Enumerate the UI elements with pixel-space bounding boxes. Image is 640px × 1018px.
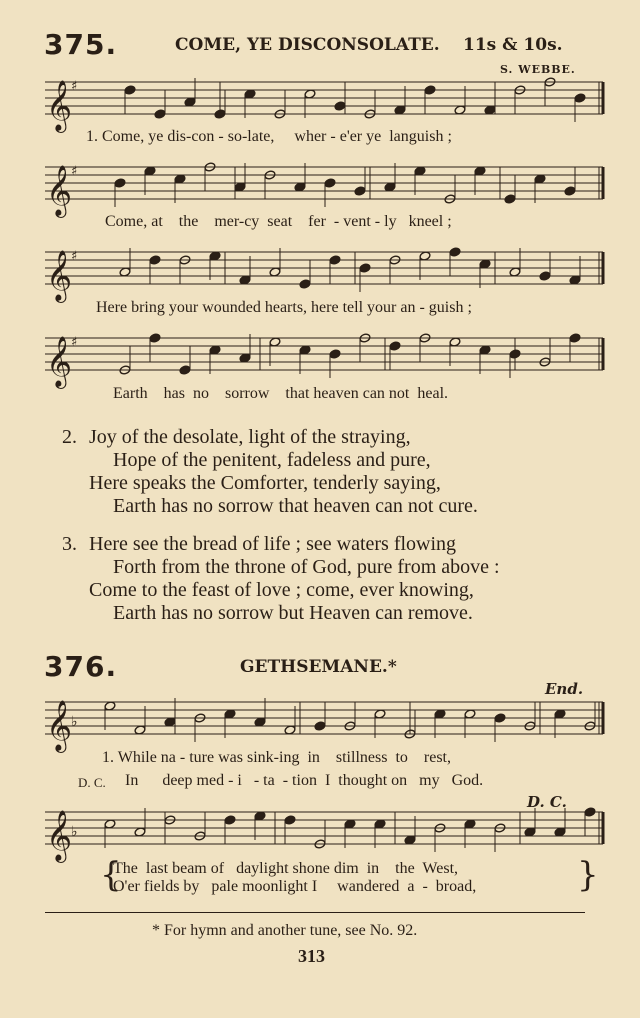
verse-3-line-1: Here see the bread of life ; see waters flowing	[89, 533, 457, 555]
treble-clef-icon: 𝄞	[46, 80, 73, 131]
verse-2-number: 2.	[62, 426, 77, 448]
brace-right: }	[577, 855, 599, 895]
note-head	[569, 333, 581, 343]
flat-icon: ♭	[71, 714, 78, 730]
hymn-375-composer: S. WEBBE.	[500, 63, 576, 76]
hymn-375-lyric-2: Come, at the mer-cy seat fer - vent - ly kneel ;	[105, 213, 452, 230]
hymn-375-number: 375.	[44, 28, 118, 61]
note-head	[299, 279, 311, 289]
note-head	[154, 109, 166, 119]
treble-clef-icon: 𝄞	[46, 810, 73, 861]
note-head	[324, 178, 336, 188]
note-head	[124, 85, 136, 95]
note-head	[224, 815, 236, 825]
note-head	[329, 255, 341, 265]
note-head	[214, 109, 226, 119]
note-head	[539, 271, 551, 281]
verse-2-line-3: Here speaks the Comforter, tenderly saying,	[89, 472, 441, 494]
note-head	[449, 247, 461, 257]
note-head	[179, 365, 191, 375]
hymn-376-lyric-1: 1. While na - ture was sink-ing in stillness to rest,	[102, 749, 451, 766]
note-head	[149, 255, 161, 265]
hymn-375-lyric-1: 1. Come, ye dis-con - so-late, wher - e'er ye languish ;	[86, 128, 452, 145]
sharp-icon: ♯	[71, 79, 78, 94]
note-head	[329, 349, 341, 359]
hymn-375-lyric-4: Earth has no sorrow that heaven can not heal.	[113, 385, 449, 402]
note-head	[314, 721, 326, 731]
verse-3-line-3: Come to the feast of love ; come, ever knowing,	[89, 579, 474, 601]
verse-3-line-4: Earth has no sorrow but Heaven can remove.	[113, 602, 473, 624]
sharp-icon: ♯	[71, 164, 78, 179]
hymn-375-meter: 11s & 10s.	[463, 35, 563, 55]
verse-2-line-1: Joy of the desolate, light of the straying,	[89, 426, 411, 448]
hymn-375-lyric-3: Here bring your wounded hearts, here tell your an - guish ;	[96, 299, 472, 316]
note-head	[114, 178, 126, 188]
note-head	[509, 349, 521, 359]
brace-left: {	[100, 855, 122, 895]
note-head	[354, 186, 366, 196]
treble-clef-icon: 𝄞	[46, 336, 73, 387]
hymn-376-lyric-1b: In deep med - i - ta - tion I thought on my God.	[125, 772, 484, 789]
hymn-376-number: 376.	[44, 650, 118, 683]
footnote-rule	[45, 912, 585, 913]
note-head	[574, 93, 586, 103]
verse-2-line-4: Earth has no sorrow that heaven can not cure.	[113, 495, 478, 517]
verse-3-number: 3.	[62, 533, 77, 555]
note-head	[504, 194, 516, 204]
note-head	[494, 713, 506, 723]
treble-clef-icon: 𝄞	[46, 165, 73, 216]
treble-clef-icon: 𝄞	[46, 250, 73, 301]
note-head	[389, 341, 401, 351]
note-head	[424, 85, 436, 95]
treble-clef-icon: 𝄞	[46, 700, 73, 751]
page-number: 313	[298, 946, 325, 966]
note-head	[149, 333, 161, 343]
note-head	[284, 815, 296, 825]
sharp-icon: ♯	[71, 335, 78, 350]
sharp-icon: ♯	[71, 249, 78, 264]
hymn-376-dc-mark: D. C.	[527, 793, 567, 811]
flat-icon: ♭	[71, 824, 78, 840]
hymn-375-title: COME, YE DISCONSOLATE.	[175, 35, 440, 55]
footnote: * For hymn and another tune, see No. 92.	[152, 922, 418, 939]
hymn-376-lyric-2b: O'er fields by pale moonlight I wandered a - broad,	[113, 878, 477, 895]
hymn-376-lyric-2a: The last beam of daylight shone dim in the West,	[113, 860, 459, 877]
verse-2-line-2: Hope of the penitent, fadeless and pure,	[113, 449, 431, 471]
hymn-376-dc-label: D. C.	[78, 775, 106, 790]
note-head	[334, 101, 346, 111]
verse-3-line-2: Forth from the throne of God, pure from above :	[113, 556, 500, 578]
hymn-376-title: GETHSEMANE.*	[240, 657, 397, 677]
note-head	[359, 263, 371, 273]
hymn-376-end-mark: End.	[545, 680, 584, 698]
note-head	[564, 186, 576, 196]
note-head	[584, 807, 596, 817]
